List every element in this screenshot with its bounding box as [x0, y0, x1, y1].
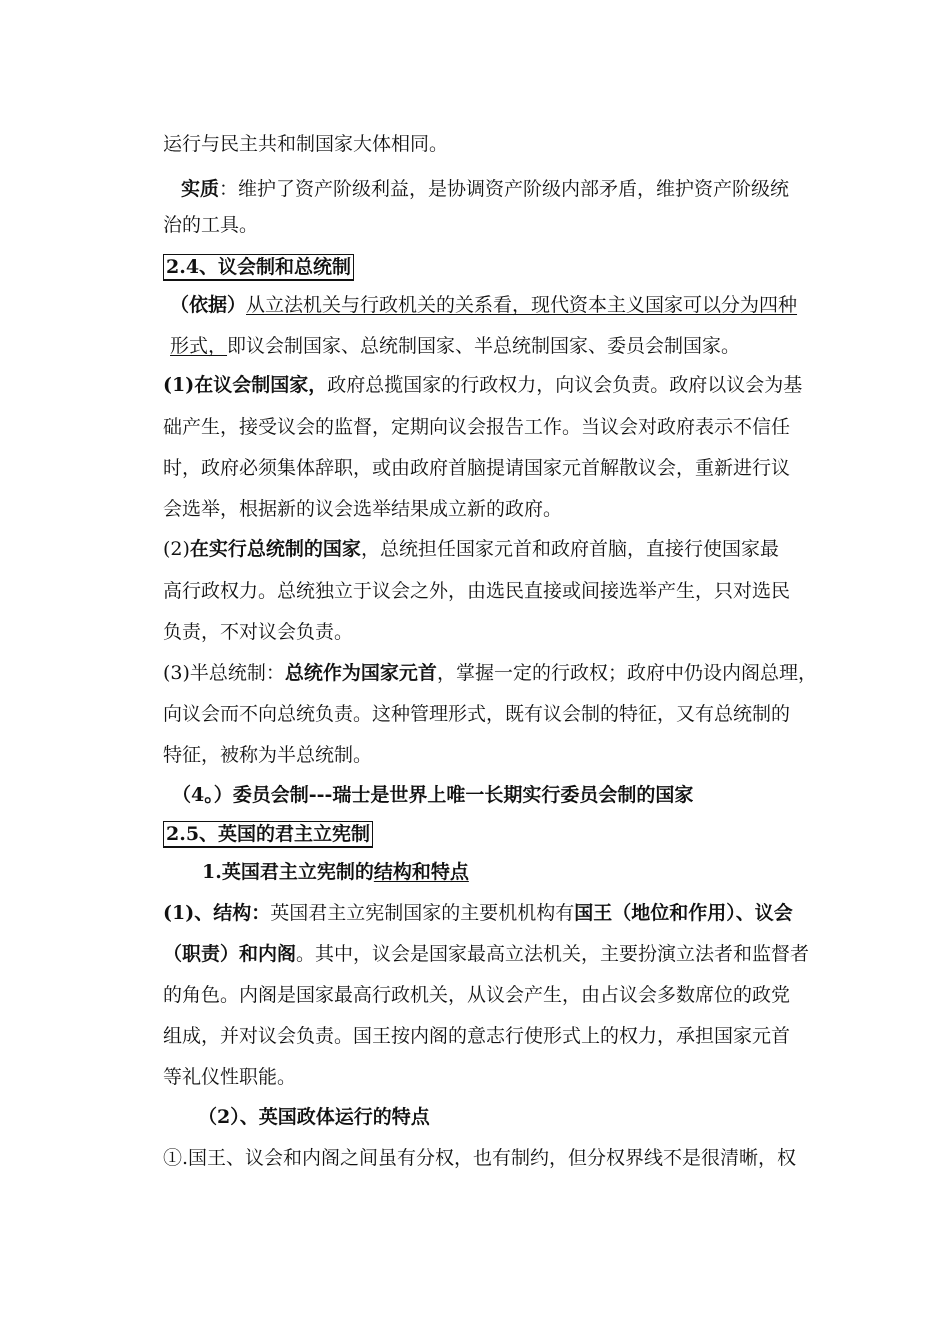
paragraph-line	[181, 177, 821, 201]
paragraph-line	[163, 1065, 803, 1089]
bold-text: (1)、结构：	[163, 902, 271, 924]
subsection-heading	[202, 860, 842, 884]
bold-text: （职责）和内阁	[163, 943, 297, 965]
paragraph-line	[163, 661, 817, 685]
paragraph-line	[163, 415, 803, 439]
heading-2-5: 2.5、英国的君主立宪制	[163, 821, 373, 848]
paragraph-line	[163, 537, 803, 561]
text: 的角色。内阁是国家最高行政机关，从议会产生，由占议会多数席位的政党	[163, 984, 791, 1006]
section-heading	[163, 254, 803, 281]
bold-text: 1.英国君主立宪制的	[202, 861, 374, 883]
text: 治的工具。	[163, 214, 259, 236]
text: 等礼仪性职能。	[163, 1066, 297, 1088]
paragraph-line	[163, 1024, 803, 1048]
underlined-text: 从立法机关与行政机关的关系看，现代资本主义国家可以分为四种	[246, 294, 798, 316]
paragraph-line	[163, 213, 803, 237]
paragraph-line	[163, 620, 803, 644]
paragraph-line	[170, 293, 810, 317]
bold-text: 国王（地位和作用）、议会	[574, 902, 793, 924]
text: 运行与民主共和制国家大体相同。	[163, 133, 449, 155]
text: (3)半总统制：	[163, 662, 285, 684]
text: 高行政权力。总统独立于议会之外，由选民直接或间接选举产生，只对选民	[163, 580, 791, 602]
text: 。其中，议会是国家最高立法机关，主要扮演立法者和监督者	[296, 943, 810, 965]
text: 负责，不对议会负责。	[163, 621, 354, 643]
heading-2-4: 2.4、议会制和总统制	[163, 254, 354, 281]
paragraph-line	[163, 579, 803, 603]
underlined-text: 形式，	[170, 335, 228, 357]
paragraph-line	[163, 901, 803, 925]
text: ，总统担任国家元首和政府首脑，直接行使国家最	[360, 538, 779, 560]
paragraph-line	[163, 983, 803, 1007]
paragraph-line	[163, 456, 803, 480]
text: (2)	[163, 538, 190, 560]
text: ：维护了资产阶级利益，是协调资产阶级内部矛盾，维护资产阶级统	[219, 178, 790, 200]
bold-text: （依据）	[170, 294, 247, 316]
paragraph-line	[172, 783, 812, 807]
bold-text: （2）、英国政体运行的特点	[198, 1106, 430, 1128]
text: 政府总揽国家的行政权力，向议会负责。政府以议会为基	[327, 374, 803, 396]
text: 向议会而不向总统负责。这种管理形式，既有议会制的特征，又有总统制的	[163, 703, 791, 725]
paragraph-line	[170, 334, 810, 358]
section-heading	[163, 821, 803, 848]
text: ①.国王、议会和内阁之间虽有分权，也有制约，但分权界线不是很清晰，权	[163, 1147, 797, 1169]
text: 英国君主立宪制国家的主要机机构有	[270, 902, 575, 924]
text: 特征，被称为半总统制。	[163, 744, 373, 766]
text: 础产生，接受议会的监督，定期向议会报告工作。当议会对政府表示不信任	[163, 416, 791, 438]
paragraph-line	[163, 942, 810, 966]
subsection-heading	[198, 1105, 838, 1129]
bold-text: （4。）委员会制---瑞士是世界上唯一长期实行委员会制的国家	[172, 784, 694, 806]
text: 会选举，根据新的议会选举结果成立新的政府。	[163, 498, 563, 520]
text: 即议会制国家、总统制国家、半总统制国家、委员会制国家。	[227, 335, 741, 357]
bold-text: 在实行总统制的国家	[189, 538, 361, 560]
paragraph-line	[163, 702, 803, 726]
paragraph-line	[163, 743, 803, 767]
text: ，掌握一定的行政权；政府中仍设内阁总理，	[436, 662, 817, 684]
text: 组成，并对议会负责。国王按内阁的意志行使形式上的权力，承担国家元首	[163, 1025, 791, 1047]
bold-text: (1)在议会制国家，	[163, 374, 328, 396]
text: 时，政府必须集体辞职，或由政府首脑提请国家元首解散议会，重新进行议	[163, 457, 791, 479]
bold-text: 总统作为国家元首	[284, 662, 437, 684]
paragraph-line	[163, 497, 803, 521]
paragraph-line	[163, 132, 803, 156]
underlined-text: 结构和特点	[373, 861, 469, 883]
paragraph-line	[163, 373, 803, 397]
paragraph-line	[163, 1146, 803, 1170]
bold-text: 实质	[181, 178, 220, 200]
